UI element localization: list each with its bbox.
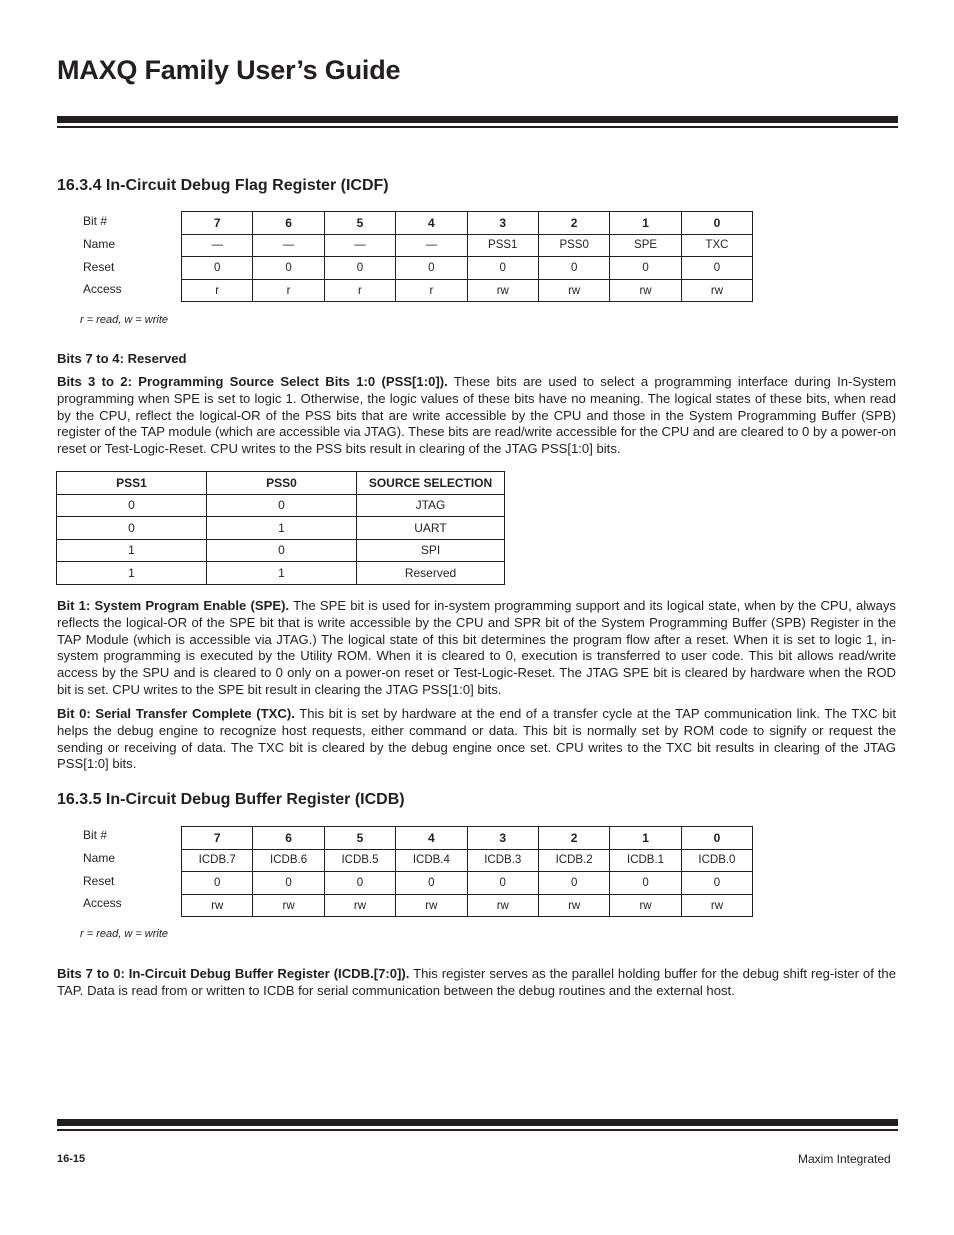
access-cell: r [182,279,253,302]
access-cell: rw [324,894,395,917]
header-rule-thin [57,126,898,128]
bits-7-0-paragraph [57,966,896,1000]
bits-7-4-paragraph [57,351,896,368]
source-cell: Reserved [357,562,505,585]
access-cell: rw [610,894,681,917]
icdf-register-table [181,211,753,302]
access-cell: rw [182,894,253,917]
bit-cell: 5 [324,827,395,850]
bit-cell: 6 [253,212,324,235]
bit-cell: 1 [610,827,681,850]
bit-cell: 7 [182,212,253,235]
bit-cell: 4 [396,827,467,850]
pss0-header: PSS0 [207,472,357,495]
name-cell: ICDB.4 [396,849,467,872]
bit-0-title: Bit 0: Serial Transfer Complete (TXC). [57,706,295,721]
bit-cell: 3 [467,212,538,235]
bits-7-4-title: Bits 7 to 4: Reserved [57,351,187,366]
table-row [57,494,505,517]
reset-cell: 0 [681,257,752,280]
pss1-header: PSS1 [57,472,207,495]
pss0-cell: 1 [207,517,357,540]
source-cell: JTAG [357,494,505,517]
reset-cell: 0 [467,257,538,280]
bit-number-label: Bit # [83,828,108,842]
bit-cell: 0 [681,212,752,235]
access-cell: rw [467,279,538,302]
name-cell: — [182,234,253,257]
bit-number-label: Bit # [83,214,108,228]
access-cell: rw [253,894,324,917]
bit-cell: 2 [538,827,609,850]
name-cell: — [253,234,324,257]
pss0-cell: 0 [207,494,357,517]
access-cell: rw [610,279,681,302]
name-cell: ICDB.7 [182,849,253,872]
pss1-cell: 0 [57,494,207,517]
reset-cell: 0 [681,872,752,895]
bits-7-0-title: Bits 7 to 0: In-Circuit Debug Buffer Register (ICDB.[7:0]). [57,966,410,981]
bits-3-2-title: Bits 3 to 2: Programming Source Select Bits 1:0 (PSS[1:0]). [57,374,448,389]
name-cell: ICDB.3 [467,849,538,872]
bit-0-paragraph [57,706,896,773]
icdb-register-table [181,826,753,917]
source-cell: SPI [357,539,505,562]
name-row [182,234,753,257]
name-label: Name [83,851,116,865]
name-cell: ICDB.0 [681,849,752,872]
bit-1-text: The SPE bit is used for in-system programming support and its logical state, when by the CPU, always reflects the logical-OR of the SPE bit that is write accessible by the CPU and SPR bit of the System Programming Buffer (SPB) Register in the TAP Module (which is accessible via JTAG.) The logical state of this bit determines the program flow after a reset. When it is set to logic 1, in-system programming is executed by the Utility ROM. When it is cleared to 0, execution is transferred to user code. This bit allows read/write access by the SPU and is cleared to 0 only on a power-on reset or Test-Logic-Reset. The JTAG SPE bit is cleared by hardware when the ROD bit is set. CPU writes to the SPE bit result in clearing the JTAG PSS[1:0] bits. [57,598,896,697]
bit-cell: 1 [610,212,681,235]
table-row [57,539,505,562]
bit-0-text: This bit is set by hardware at the end of a transfer cycle at the TAP communication link. The TXC bit helps the debug engine to recognize host requests, either command or data. This bit is normally set by ROM code to signify or request the sending or receiving of data. The TXC bit is cleared by the debug engine once set. CPU writes to the TXC bit results in clearing of the JTAG PSS[1:0] bits. [57,706,896,772]
access-cell: r [324,279,395,302]
bit-cell: 2 [538,212,609,235]
bit-cell: 3 [467,827,538,850]
bit-cell: 6 [253,827,324,850]
bit-number-row [182,827,753,850]
access-cell: rw [538,894,609,917]
footer-rule-thin [57,1129,898,1131]
name-cell: ICDB.5 [324,849,395,872]
bits-7-0-text: This register serves as the parallel holding buffer for the debug shift reg-ister of the TAP. Data is read from or written to ICDB for serial communication between the debug routines and the external host. [57,966,896,998]
pss-header-row [57,472,505,495]
access-cell: rw [538,279,609,302]
header-rule-thick [57,116,898,123]
reset-cell: 0 [182,257,253,280]
footer-rule-thick [57,1119,898,1126]
table-row [57,562,505,585]
reset-cell: 0 [182,872,253,895]
name-cell: PSS1 [467,234,538,257]
access-row [182,279,753,302]
icdf-section-heading: 16.3.4 In-Circuit Debug Flag Register (ICDF) [57,177,389,194]
name-cell: PSS0 [538,234,609,257]
name-label: Name [83,237,116,251]
icdb-section-heading: 16.3.5 In-Circuit Debug Buffer Register (ICDB) [57,791,405,808]
access-cell: rw [681,894,752,917]
name-cell: SPE [610,234,681,257]
source-cell: UART [357,517,505,540]
reset-label: Reset [83,260,115,274]
reset-cell: 0 [253,872,324,895]
access-label: Access [83,282,122,296]
reset-label: Reset [83,874,115,888]
reset-cell: 0 [396,257,467,280]
access-cell: rw [681,279,752,302]
icdb-access-legend: r = read, w = write [80,928,169,940]
bit-number-row [182,212,753,235]
page-title: MAXQ Family User’s Guide [57,55,401,85]
reset-row [182,872,753,895]
name-cell: ICDB.2 [538,849,609,872]
name-cell: ICDB.1 [610,849,681,872]
access-cell: r [253,279,324,302]
pss0-cell: 0 [207,539,357,562]
name-cell: — [396,234,467,257]
bits-3-2-text: These bits are used to select a programming interface during In-System programming when SPE is set to logic 1. Otherwise, the logic values of these bits have no meaning. The logical states of these bits, when read by the CPU, reflect the logical-OR of the PSS bits that are write accessible by the CPU and those in the System Programming Buffer (SPB) register of the TAP module (which are accessible via JTAG). These bits are read/write accessible for the CPU and are cleared to 0 by a power-on reset or Test-Logic-Reset. CPU writes to the PSS bits result in clearing of the JTAG PSS[1:0] bits. [57,374,897,457]
bit-cell: 0 [681,827,752,850]
pss1-cell: 0 [57,517,207,540]
name-cell: TXC [681,234,752,257]
name-row [182,849,753,872]
reset-cell: 0 [538,872,609,895]
pss1-cell: 1 [57,562,207,585]
access-label: Access [83,896,122,910]
table-row [57,517,505,540]
access-cell: rw [467,894,538,917]
access-cell: r [396,279,467,302]
name-cell: — [324,234,395,257]
company-name: Maxim Integrated [798,1152,891,1166]
pss0-cell: 1 [207,562,357,585]
bit-1-title: Bit 1: System Program Enable (SPE). [57,598,290,613]
reset-cell: 0 [396,872,467,895]
reset-row [182,257,753,280]
bit-cell: 5 [324,212,395,235]
bit-cell: 7 [182,827,253,850]
reset-cell: 0 [324,257,395,280]
access-cell: rw [396,894,467,917]
bit-cell: 4 [396,212,467,235]
pss1-cell: 1 [57,539,207,562]
reset-cell: 0 [610,257,681,280]
bit-1-paragraph [57,598,896,699]
pss-source-table [56,471,505,585]
access-row [182,894,753,917]
bits-3-2-paragraph [57,374,896,458]
reset-cell: 0 [538,257,609,280]
page-number: 16-15 [57,1153,86,1165]
name-cell: ICDB.6 [253,849,324,872]
reset-cell: 0 [253,257,324,280]
reset-cell: 0 [467,872,538,895]
icdf-access-legend: r = read, w = write [80,314,169,326]
reset-cell: 0 [610,872,681,895]
source-selection-header: SOURCE SELECTION [357,472,505,495]
reset-cell: 0 [324,872,395,895]
